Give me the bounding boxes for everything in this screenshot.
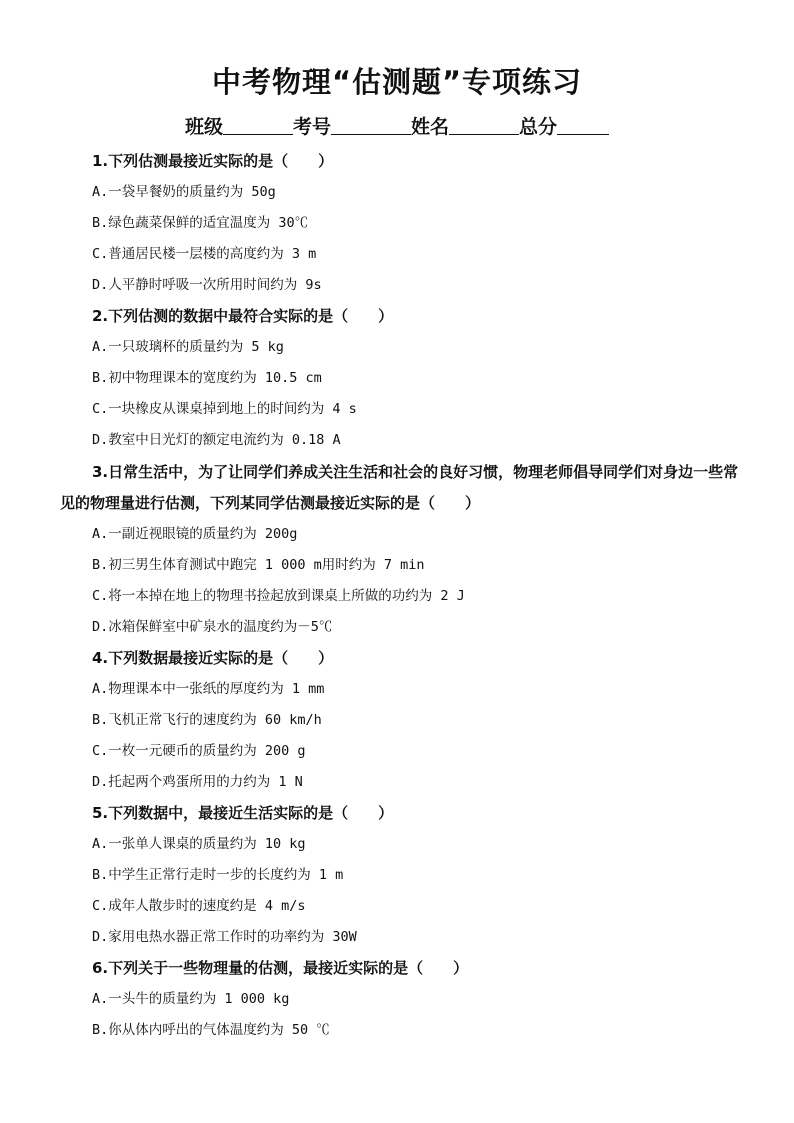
question-4 — [60, 643, 740, 798]
student-info-line — [0, 112, 794, 139]
option-a: A.一头牛的质量约为 1 000 kg — [92, 991, 290, 1007]
option-a: A.一袋早餐奶的质量约为 50g — [92, 184, 276, 200]
score-label: 总分 — [519, 116, 558, 138]
option-a: A.一只玻璃杯的质量约为 5 kg — [92, 339, 284, 355]
option-b: B.初三男生体育测试中跑完 1 000 m用时约为 7 min — [92, 557, 425, 573]
option-b: B.飞机正常飞行的速度约为 60 km/h — [92, 712, 322, 728]
option-a: A.一张单人课桌的质量约为 10 kg — [92, 836, 306, 852]
question-stem: 2.下列估测的数据中最符合实际的是（ ） — [92, 307, 394, 325]
class-label: 班级 — [184, 116, 223, 138]
option-b: B.你从体内呼出的气体温度约为 50 ℃ — [92, 1022, 330, 1038]
question-5 — [60, 798, 740, 953]
exam-number-blank[interactable] — [331, 116, 411, 135]
name-blank[interactable] — [449, 116, 519, 135]
option-b: B.绿色蔬菜保鲜的适宜温度为 30℃ — [92, 215, 309, 231]
question-2 — [60, 301, 740, 456]
option-b: B.中学生正常行走时一步的长度约为 1 m — [92, 867, 344, 883]
option-c: C.成年人散步时的速度约是 4 m/s — [92, 898, 306, 914]
option-d: D.托起两个鸡蛋所用的力约为 1 N — [92, 774, 303, 790]
question-6 — [60, 953, 740, 1046]
name-label: 姓名 — [411, 116, 450, 138]
option-a: A.物理课本中一张纸的厚度约为 1 mm — [92, 681, 325, 697]
option-c: C.一块橡皮从课桌掉到地上的时间约为 4 s — [92, 401, 357, 417]
question-stem: 6.下列关于一些物理量的估测，最接近实际的是（ ） — [92, 959, 469, 977]
class-blank[interactable] — [223, 116, 293, 135]
option-c: C.一枚一元硬币的质量约为 200 g — [92, 743, 306, 759]
option-b: B.初中物理课本的宽度约为 10.5 cm — [92, 370, 322, 386]
option-c: C.普通居民楼一层楼的高度约为 3 m — [92, 246, 317, 262]
option-a: A.一副近视眼镜的质量约为 200g — [92, 526, 298, 542]
question-stem: 3.日常生活中，为了让同学们养成关注生活和社会的良好习惯，物理老师倡导同学们对身边一些常见的物理量进行估测，下列某同学估测最接近实际的是（ ） — [60, 463, 739, 512]
question-stem: 1.下列估测最接近实际的是（ ） — [92, 152, 334, 170]
option-c: C.将一本掉在地上的物理书捡起放到课桌上所做的功约为 2 J — [92, 588, 465, 604]
question-list — [60, 146, 740, 1046]
question-stem: 5.下列数据中，最接近生活实际的是（ ） — [92, 804, 394, 822]
page-title: 中考物理“估测题”专项练习 — [211, 65, 583, 99]
option-d: D.家用电热水器正常工作时的功率约为 30W — [92, 929, 357, 945]
option-d: D.人平静时呼吸一次所用时间约为 9s — [92, 277, 322, 293]
question-stem: 4.下列数据最接近实际的是（ ） — [92, 649, 334, 667]
exam-number-label: 考号 — [292, 116, 331, 138]
option-d: D.冰箱保鲜室中矿泉水的温度约为－5℃ — [92, 619, 333, 635]
score-blank[interactable] — [557, 116, 609, 135]
option-d: D.教室中日光灯的额定电流约为 0.18 A — [92, 432, 341, 448]
question-3 — [60, 457, 740, 643]
question-1 — [60, 146, 740, 301]
